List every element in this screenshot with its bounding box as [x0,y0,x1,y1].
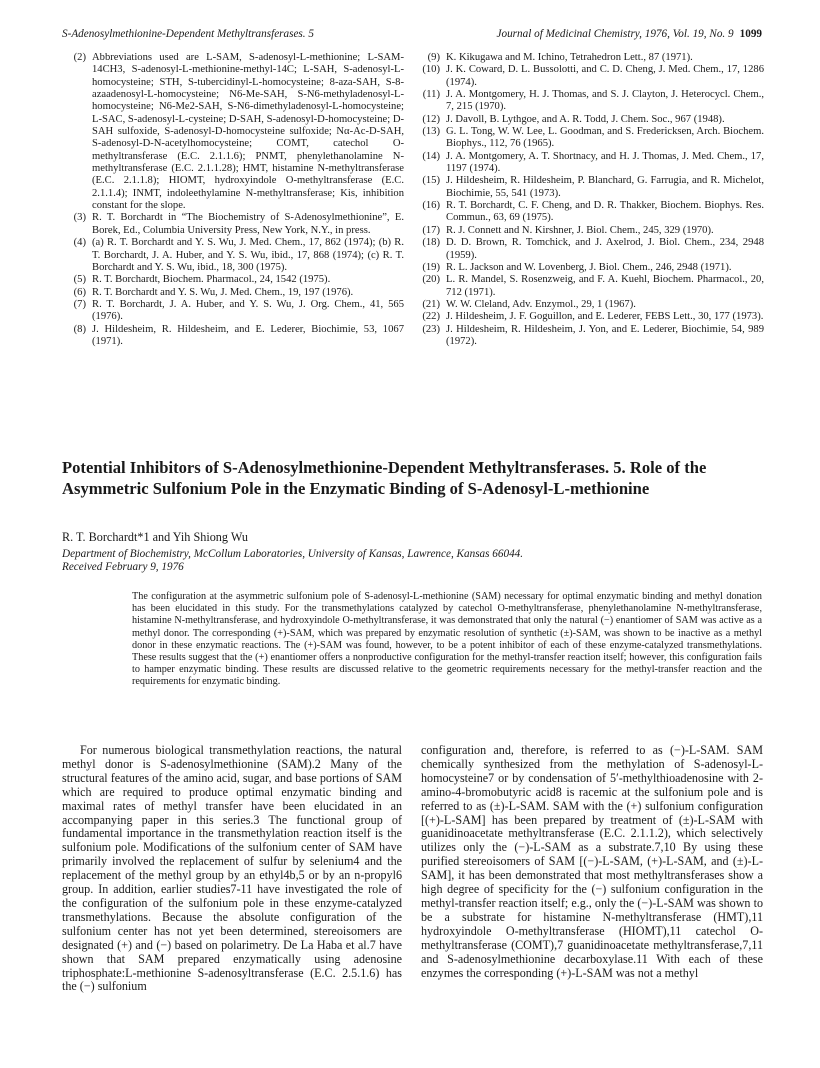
journal-citation: Journal of Medicinal Chemistry, 1976, Vol. 19, No. 9 [496,28,734,40]
abstract: The configuration at the asymmetric sulfonium pole of S-adenosyl-L-methionine (SAM) necessary for optimal enzymatic binding and methyl donation has been elucidated in this study. For the transmethylations catalyzed by catechol O-methyltransferase, phenylethanolamine N-methyltransferase, histamine N-methyltransferase, and hydroxyindole O-methyltransferase, it was demonstrated that only the natural (−) enantiomer of SAM was active as a methyl donor. The corresponding (+)-SAM, which was prepared by enzymatic resolution of synthetic (±)-SAM, was shown to be inactive as a methyl donor in these enzymatic reactions. The (+)-SAM was found, however, to be a potent inhibitor of each of these enzyme-catalyzed transmethylations. These results suggest that the (+) enantiomer offers a nonproductive configuration for the methyl-transfer reaction itself; however, this configuration fails to hamper enzymatic binding. These results are discussed relative to the geometric requirements necessary for the methyl-transfer reaction and the requirements for enzymatic binding. [132,591,762,688]
reference-item [64,299,404,324]
reference-text: R. J. Connett and N. Kirshner, J. Biol. Chem., 245, 329 (1970). [446,224,714,236]
reference-text: G. L. Tong, W. W. Lee, L. Goodman, and S. Fredericksen, Arch. Biochem. Biophys., 112, 76 (1965). [446,126,764,150]
reference-item [418,126,764,151]
reference-item [64,274,404,286]
reference-item [64,287,404,299]
affiliation-block [62,548,762,574]
reference-text: J. Hildesheim, R. Hildesheim, P. Blanchard, G. Farrugia, and R. Michelot, Biochimie, 55, 541 (1973). [446,175,764,199]
reference-number: (6) [73,286,86,298]
reference-number: (5) [73,274,86,286]
reference-number: (21) [422,298,440,310]
reference-item [418,324,764,349]
reference-number: (19) [422,261,440,273]
reference-text: J. Hildesheim, R. Hildesheim, and E. Lederer, Biochimie, 53, 1067 (1971). [92,323,404,347]
reference-text: J. Hildesheim, J. F. Goguillon, and E. Lederer, FEBS Lett., 30, 177 (1973). [446,311,764,323]
reference-text: R. T. Borchardt, C. F. Cheng, and D. R. Thakker, Biochem. Biophys. Res. Commun., 63, 69 (1975). [446,200,764,224]
reference-item [418,89,764,114]
reference-item [418,64,764,89]
reference-text: J. A. Montgomery, H. J. Thomas, and S. J. Clayton, J. Heterocycl. Chem., 7, 215 (1970). [446,89,764,113]
reference-number: (9) [427,52,440,63]
references-left-column [64,52,404,348]
reference-number: (10) [422,64,440,76]
reference-number: (14) [422,150,440,162]
reference-number: (18) [422,237,440,249]
article-title: Potential Inhibitors of S-Adenosylmethionine-Dependent Methyltransferases. 5. Role of the Asymmetric Sulfonium Pole in the Enzymatic Binding of S-Adenosyl-L-methionine [62,458,707,498]
reference-item [64,237,404,274]
reference-item [64,212,404,237]
reference-number: (22) [422,311,440,323]
reference-item [418,114,764,126]
reference-text: R. T. Borchardt, J. A. Huber, and Y. S. Wu, J. Org. Chem., 41, 565 (1976). [92,298,404,323]
reference-item [64,52,404,212]
reference-text: L. R. Mandel, S. Rosenzweig, and F. A. Kuehl, Biochem. Pharmacol., 20, 712 (1971). [446,274,764,298]
reference-text: R. T. Borchardt in “The Biochemistry of S-Adenosylmethionine”, E. Borek, Ed., Columbia University Press, New York, N.Y., in press. [92,212,404,236]
reference-number: (11) [422,89,440,101]
reference-text: K. Kikugawa and M. Ichino, Tetrahedron Lett., 87 (1971). [446,52,693,63]
reference-item [418,237,764,262]
reference-number: (16) [422,200,440,212]
running-head [62,28,762,44]
reference-item [418,175,764,200]
article-authors: R. T. Borchardt*1 and Yih Shiong Wu [62,530,248,544]
reference-text: J. Davoll, B. Lythgoe, and A. R. Todd, J. Chem. Soc., 967 (1948). [446,113,725,125]
running-head-journal [497,28,762,40]
body-paragraph: For numerous biological transmethylation reactions, the natural methyl donor is S-adenosylmethionine (SAM).2 Many of the structural features of the amino acid, sugar, and base portions of SAM which are required to produce optimal enzymatic binding and maximal rates of methyl transfer have been elucidated in an accompanying paper in this series.3 The functional group of fundamental importance in the transmethylation reaction itself is the sulfonium pole. Modifications of the sulfonium center of SAM have primarily involved the replacement of sulfur by selenium4 and the replacement of the methyl group by an ethyl4b,5 or by an n-propyl6 group. In addition, earlier studies7-11 have investigated the role of the configuration of the sulfonium pole in these enzyme-catalyzed transmethylations. Because the absolute configuration of the sulfonium center has not yet been determined, stereoisomers are designated (+) and (−) based on polarimetry. De La Haba et al.7 have shown that SAM prepared enzymatically using adenosine triphosphate:L-methionine S-adenosyltransferase (E.C. 2.5.1.6) has the (−) sulfonium [62,743,402,994]
reference-item [418,274,764,299]
reference-text: J. A. Montgomery, A. T. Shortnacy, and H. J. Thomas, J. Med. Chem., 17, 1197 (1974). [446,150,764,175]
reference-number: (4) [73,237,86,249]
reference-text: D. D. Brown, R. Tomchick, and J. Axelrod, J. Biol. Chem., 234, 2948 (1959). [446,237,764,261]
reference-number: (2) [73,52,86,63]
reference-number: (15) [422,175,440,187]
reference-item [418,311,764,323]
reference-text: W. W. Cleland, Adv. Enzymol., 29, 1 (1967). [446,298,636,310]
reference-number: (23) [422,323,440,335]
affiliation: Department of Biochemistry, McCollum Laboratories, University of Kansas, Lawrence, Kansas 66044. [62,548,524,560]
reference-number: (8) [73,323,86,335]
reference-item [418,299,764,311]
reference-text: R. T. Borchardt, Biochem. Pharmacol., 24, 1542 (1975). [92,274,331,286]
reference-number: (13) [422,126,440,138]
reference-text: Abbreviations used are L-SAM, S-adenosyl-L-methionine; L-SAM-14CH3, S-adenosyl-L-methionine-methyl-14C; L-SAH, S-adenosyl-L-homocysteine; STH, S-tubercidinyl-L-homocysteine; 8-aza-SAH, S-8-azaadenosyl-L-homocysteine; N6-Me-SAH, S-N6-methyladenosyl-L-homocysteine; N6-Me2-SAH, S-N6-dimethyladenosyl-L-homocysteine; L-SAC, S-adenosyl-L-cysteine; D-SAH, S-adenosyl-D-homocysteine; D-SAH sulfoxide, S-adenosyl-D-homocysteine sulfoxide; Nα-Ac-D-SAH, S-adenosyl-D-N-acetylhomocysteine; COMT, catechol O-methyltransferase (E.C. 2.1.1.6); PNMT, phenylethanolamine N-methyltransferase (E.C. 2.1.1.28); HMT, histamine N-methyltransferase (E.C. 2.1.1.8); HIOMT, hydroxyindole O-methyltransferase (E.C. 2.1.1.4); INMT, indoleethylamine N-methyltransferase; Kis, inhibition constant for the slope. [92,52,404,212]
reference-item [418,200,764,225]
reference-text: R. T. Borchardt and Y. S. Wu, J. Med. Chem., 19, 197 (1976). [92,286,354,298]
reference-item [418,151,764,176]
running-head-title: S-Adenosylmethionine-Dependent Methyltransferases. 5 [62,28,314,40]
reference-text: (a) R. T. Borchardt and Y. S. Wu, J. Med. Chem., 17, 862 (1974); (b) R. T. Borchardt, J. A. Huber, and Y. S. Wu, ibid., 17, 868 (1974); (c) R. T. Borchardt and Y. S. Wu, ibid., 18, 300 (1975). [92,237,404,273]
page-number: 1099 [739,28,762,40]
received-date: Received February 9, 1976 [62,561,184,573]
body-column-left [62,744,402,994]
reference-text: R. L. Jackson and W. Lovenberg, J. Biol. Chem., 246, 2948 (1971). [446,261,732,273]
reference-number: (20) [422,274,440,286]
reference-text: J. Hildesheim, R. Hildesheim, J. Yon, and E. Lederer, Biochimie, 54, 989 (1972). [446,323,764,347]
references-right-column [418,52,764,348]
reference-number: (17) [422,224,440,236]
body-column-right [421,744,763,980]
reference-item [418,262,764,274]
reference-item [418,52,764,64]
reference-item [64,324,404,349]
body-paragraph: configuration and, therefore, is referred to as (−)-L-SAM. SAM chemically synthesized from the methylation of S-adenosyl-L-homocysteine7 or by condensation of 5′-methylthioadenosine with 2-amino-4-bromobutyric acid8 is racemic at the sulfonium pole and is referred to as (±)-L-SAM. SAM with the (+) sulfonium configuration [(+)-L-SAM] has been prepared by treatment of (±)-L-SAM with guanidinoacetate methyltransferase (E.C. 2.1.1.2), which selectively utilizes only the (−)-L-SAM as a substrate.7,10 By using these purified stereoisomers of SAM [(−)-L-SAM, (+)-L-SAM, and (±)-L-SAM], it has been demonstrated that most methyltransferases show a high degree of specificity for the (−) sulfonium configuration in the methyl-transfer reaction itself; e.g., only the (−)-L-SAM was shown to be a substrate for histamine N-methyltransferase (HMT),11 hydroxyindole O-methyltransferase (HIOMT),11 catechol O-methyltransferase (COMT),7 guanidinoacetate methyltransferase,7,11 and S-adenosylmethionine decarboxylase.11 With each of these enzymes the corresponding (+)-L-SAM was not a methyl [421,743,763,980]
reference-number: (7) [73,298,86,310]
reference-number: (3) [73,212,86,224]
reference-item [418,225,764,237]
reference-number: (12) [422,113,440,125]
reference-text: J. K. Coward, D. L. Bussolotti, and C. D. Cheng, J. Med. Chem., 17, 1286 (1974). [446,64,764,88]
